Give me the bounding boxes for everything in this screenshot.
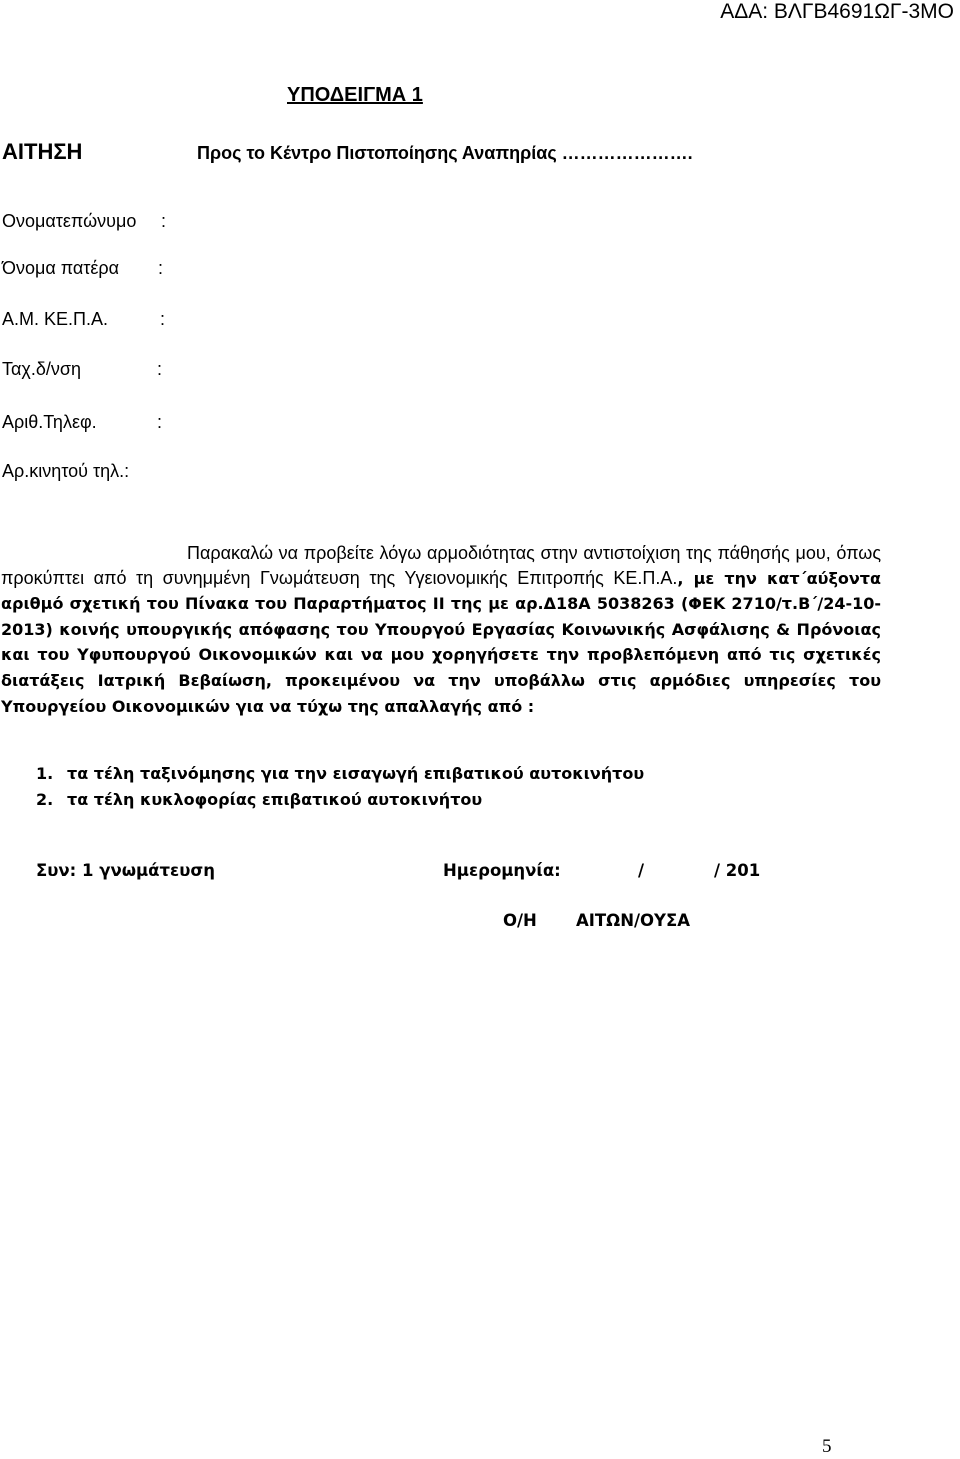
field-colon: :: [157, 359, 163, 379]
field-colon: :: [160, 309, 166, 329]
field-label-mobile: Αρ.κινητού τηλ.:: [2, 461, 130, 481]
field-label-full-name: Ονοματεπώνυμο: [2, 211, 137, 231]
field-label-address: Ταχ.δ/νση: [2, 359, 82, 379]
list-item: 2. τα τέλη κυκλοφορίας επιβατικού αυτοκινήτου: [36, 790, 483, 809]
field-label-kepa-number: Α.Μ. ΚΕ.Π.Α.: [2, 309, 109, 329]
list-item: 1. τα τέλη ταξινόμησης για την εισαγωγή επιβατικού αυτοκινήτου: [36, 764, 645, 783]
date-year: / 201: [714, 861, 761, 880]
request-text-part2: , με την κατ΄αύξοντα αριθμό σχετική του Πίνακα του Παραρτήματος ΙΙ της με αρ.Δ18Α 5038263 (ΦΕΚ 2710/τ.Β΄/24-10-2013) κοινής υπουργικής απόφασης του Υπουργού Εργασίας Κοινωνικής Ασφάλισης & Πρόνοιας και του Υφυπουργού Οικονομικών και να μου χορηγήσετε την προβλεπόμενη από τις σχετικές διατάξεις Ιατρική Βεβαίωση, προκειμένου να την υποβάλλω στις αρμόδιες υπηρεσίες του Υπουργείου Οικονομικών για να τύχω της απαλλαγής από :: [1, 568, 882, 716]
application-title: ΑΙΤΗΣΗ: [2, 139, 83, 164]
date-separator: /: [638, 861, 645, 880]
page-number: 5: [822, 1436, 832, 1457]
signature-role: ΑΙΤΩΝ/ΟΥΣΑ: [576, 911, 691, 930]
attachment-note: Συν: 1 γνωμάτευση: [36, 861, 215, 880]
recipient-line: Προς το Κέντρο Πιστοποίησης Αναπηρίας ………………….: [197, 143, 693, 163]
request-paragraph: [1, 541, 881, 719]
field-colon: :: [158, 258, 164, 278]
signature-pronoun: Ο/Η: [503, 911, 537, 930]
field-colon: :: [157, 412, 163, 432]
field-colon: :: [161, 211, 167, 231]
sample-title: ΥΠΟΔΕΙΓΜΑ 1: [287, 84, 423, 106]
request-text-part1: Παρακαλώ να προβείτε λόγω αρμοδιότητας στην αντιστοίχιση της πάθησής μου, όπως προκύπτει από τη συνημμένη Γνωμάτευση της Υγειονομικής Επιτροπής ΚΕ.Π.Α.: [1, 543, 881, 588]
field-label-phone: Αριθ.Τηλεφ.: [2, 412, 97, 432]
ada-code: ΑΔΑ: ΒΛΓΒ4691ΩΓ-3ΜΟ: [720, 0, 954, 23]
field-label-father-name: Όνομα πατέρα: [2, 258, 120, 278]
date-label: Ημερομηνία:: [443, 861, 561, 880]
